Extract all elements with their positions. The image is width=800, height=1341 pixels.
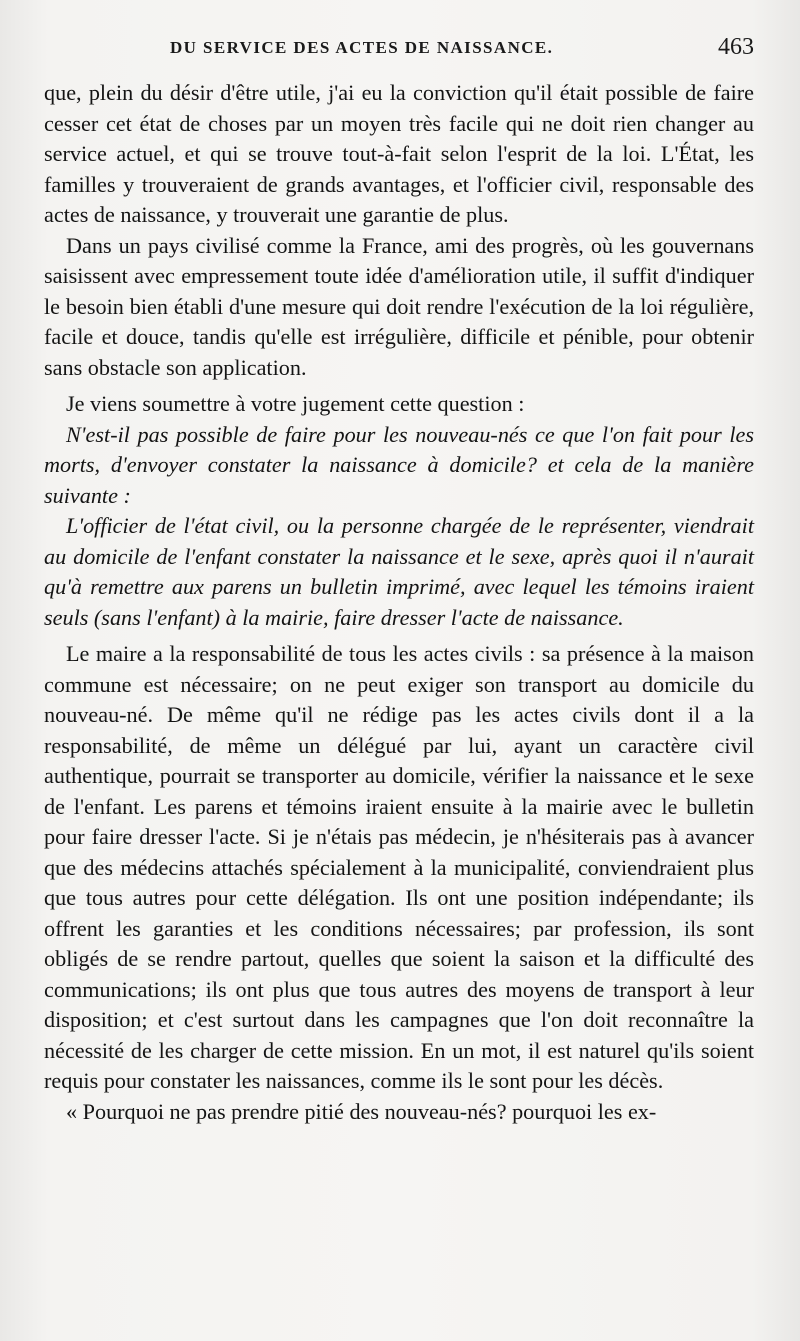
paragraph-mayor-responsibility: Le maire a la responsabilité de tous les actes civils : sa présence à la maison commune est nécessaire; on ne peut exiger son transport au domicile du nouveau-né. De même qu'il ne rédige pas les actes civils dont il a la responsabilité, de même un délégué par lui, ayant un caractère civil authentique, pourrait se transporter au domicile, vérifier la naissance et le sexe de l'enfant. Les parens et témoins iraient ensuite à la mairie avec le bulletin pour faire dresser l'acte. Si je n'étais pas médecin, je n'hésiterais pas à avancer que des médecins attachés spécialement à la municipalité, conviendraient plus que tous autres pour cette délégation. Ils ont une position indépendante; ils offrent les garanties et les conditions nécessaires; par profession, ils sont obligés de se rendre partout, quelles que soient la saison et la difficulté des communications; ils ont plus que tous autres des moyens de transport à leur disposition; et c'est surtout dans les campagnes que l'on doit reconnaître la nécessité de les charger de cette mission. En un mot, il est naturel qu'ils soient requis pour constater les naissances, comme ils le sont pour les décès. <box>44 641 754 1093</box>
body-text <box>44 78 754 1127</box>
running-head: DU SERVICE DES ACTES DE NAISSANCE. <box>170 38 554 57</box>
page-header <box>44 30 754 78</box>
paragraph-question: N'est-il pas possible de faire pour les nouveau-nés ce que l'on fait pour les morts, d'envoyer constater la naissance à domicile? et cela de la manière suivante : <box>44 421 754 508</box>
paragraph-quotation-start: « Pourquoi ne pas prendre pitié des nouveau-nés? pourquoi les ex- <box>66 1098 657 1124</box>
paragraph-civilised-country: Dans un pays civilisé comme la France, ami des progrès, où les gouvernans saisissent avec empressement toute idée d'amélioration utile, il suffit d'indiquer le besoin bien établi d'une mesure qui doit rendre l'exécution de la loi régulière, facile et douce, tandis qu'elle est irrégulière, difficile et pénible, pour obtenir sans obstacle son application. <box>44 232 754 380</box>
page-number: 463 <box>718 34 754 60</box>
paragraph-question-intro: Je viens soumettre à votre jugement cette question : <box>66 391 525 416</box>
paragraph-proposal: L'officier de l'état civil, ou la personne chargée de le représenter, viendrait au domicile de l'enfant constater la naissance et le sexe, après quoi il n'aurait qu'à remettre aux parens un bulletin imprimé, avec lequel les témoins iraient seuls (sans l'enfant) à la mairie, faire dresser l'acte de naissance. <box>44 513 754 630</box>
paragraph-continuation: que, plein du désir d'être utile, j'ai eu la conviction qu'il était possible de faire cesser cet état de choses par un moyen très facile qui ne doit rien changer au service actuel, et qui se trouve tout-à-fait selon l'esprit de la loi. L'État, les familles y trouveraient de grands avantages, et l'officier civil, responsable des actes de naissance, y trouverait une garantie de plus. <box>44 80 754 227</box>
